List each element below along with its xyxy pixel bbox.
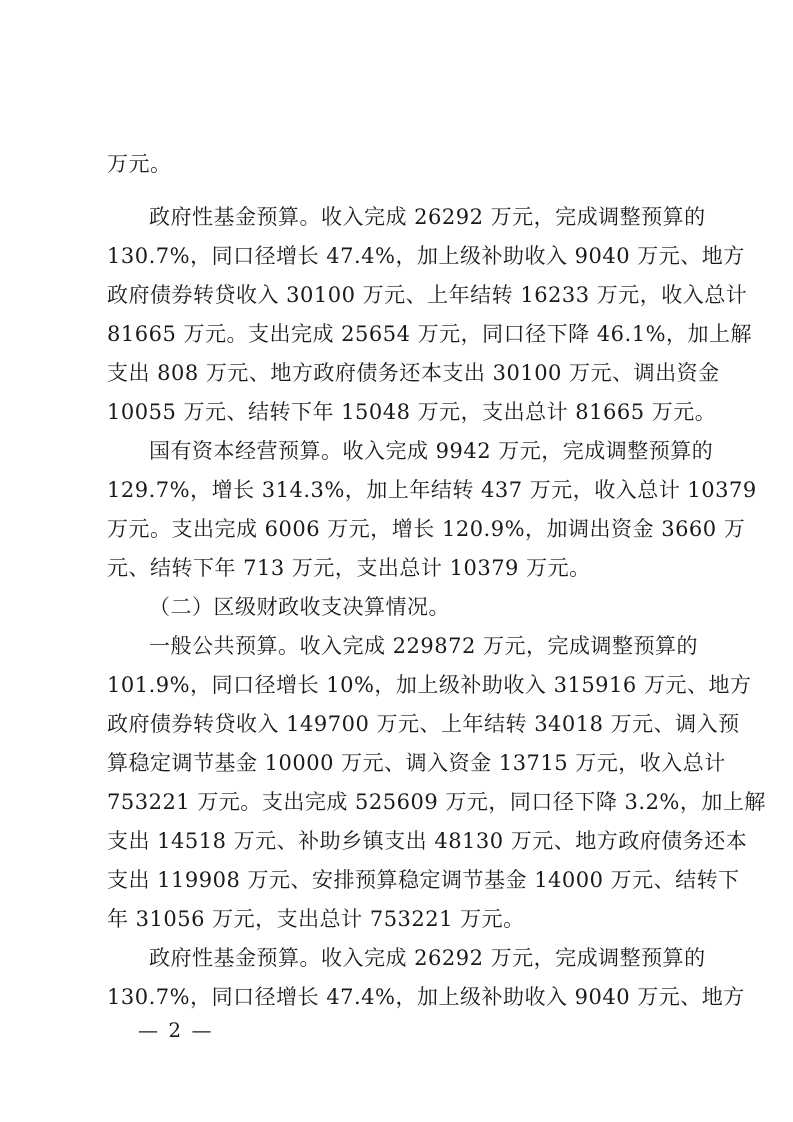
text-line: 万元。支出完成 6006 万元，增长 120.9%，加调出资金 3660 万: [107, 517, 746, 541]
text-line: 支出 14518 万元、补助乡镇支出 48130 万元、地方政府债务还本: [107, 829, 748, 853]
paragraph-start-line: 一般公共预算。收入完成 229872 万元，完成调整预算的: [149, 634, 699, 658]
paragraph-start-line: 政府性基金预算。收入完成 26292 万元，完成调整预算的: [149, 205, 706, 229]
text-line: 万元。: [107, 152, 172, 176]
text-line: 政府债券转贷收入 30100 万元、上年结转 16233 万元，收入总计: [107, 283, 748, 307]
text-line: 支出 808 万元、地方政府债务还本支出 30100 万元、调出资金: [107, 361, 720, 385]
text-line: 753221 万元。支出完成 525609 万元，同口径下降 3.2%，加上解: [107, 790, 766, 814]
text-line: 10055 万元、结转下年 15048 万元，支出总计 81665 万元。: [107, 400, 717, 424]
text-line: 130.7%，同口径增长 47.4%，加上级补助收入 9040 万元、地方: [107, 244, 745, 268]
section-heading: （二）区级财政收支决算情况。: [149, 595, 450, 619]
text-line: 年 31056 万元，支出总计 753221 万元。: [107, 907, 525, 931]
text-line: 130.7%，同口径增长 47.4%，加上级补助收入 9040 万元、地方: [107, 985, 745, 1009]
paragraph-start-line: 国有资本经营预算。收入完成 9942 万元，完成调整预算的: [149, 439, 714, 463]
paragraph-start-line: 政府性基金预算。收入完成 26292 万元，完成调整预算的: [149, 946, 706, 970]
text-line: 支出 119908 万元、安排预算稳定调节基金 14000 万元、结转下: [107, 868, 740, 892]
text-line: 元、结转下年 713 万元，支出总计 10379 万元。: [107, 556, 591, 580]
text-line: 81665 万元。支出完成 25654 万元，同口径下降 46.1%，加上解: [107, 322, 753, 346]
text-line: 算稳定调节基金 10000 万元、调入资金 13715 万元，收入总计: [107, 751, 726, 775]
page-number: — 2 —: [138, 1018, 214, 1042]
text-line: 政府债券转贷收入 149700 万元、上年结转 34018 万元、调入预: [107, 712, 740, 736]
text-line: 129.7%，增长 314.3%，加上年结转 437 万元，收入总计 10379: [107, 478, 757, 502]
text-line: 101.9%，同口径增长 10%，加上级补助收入 315916 万元、地方: [107, 673, 752, 697]
